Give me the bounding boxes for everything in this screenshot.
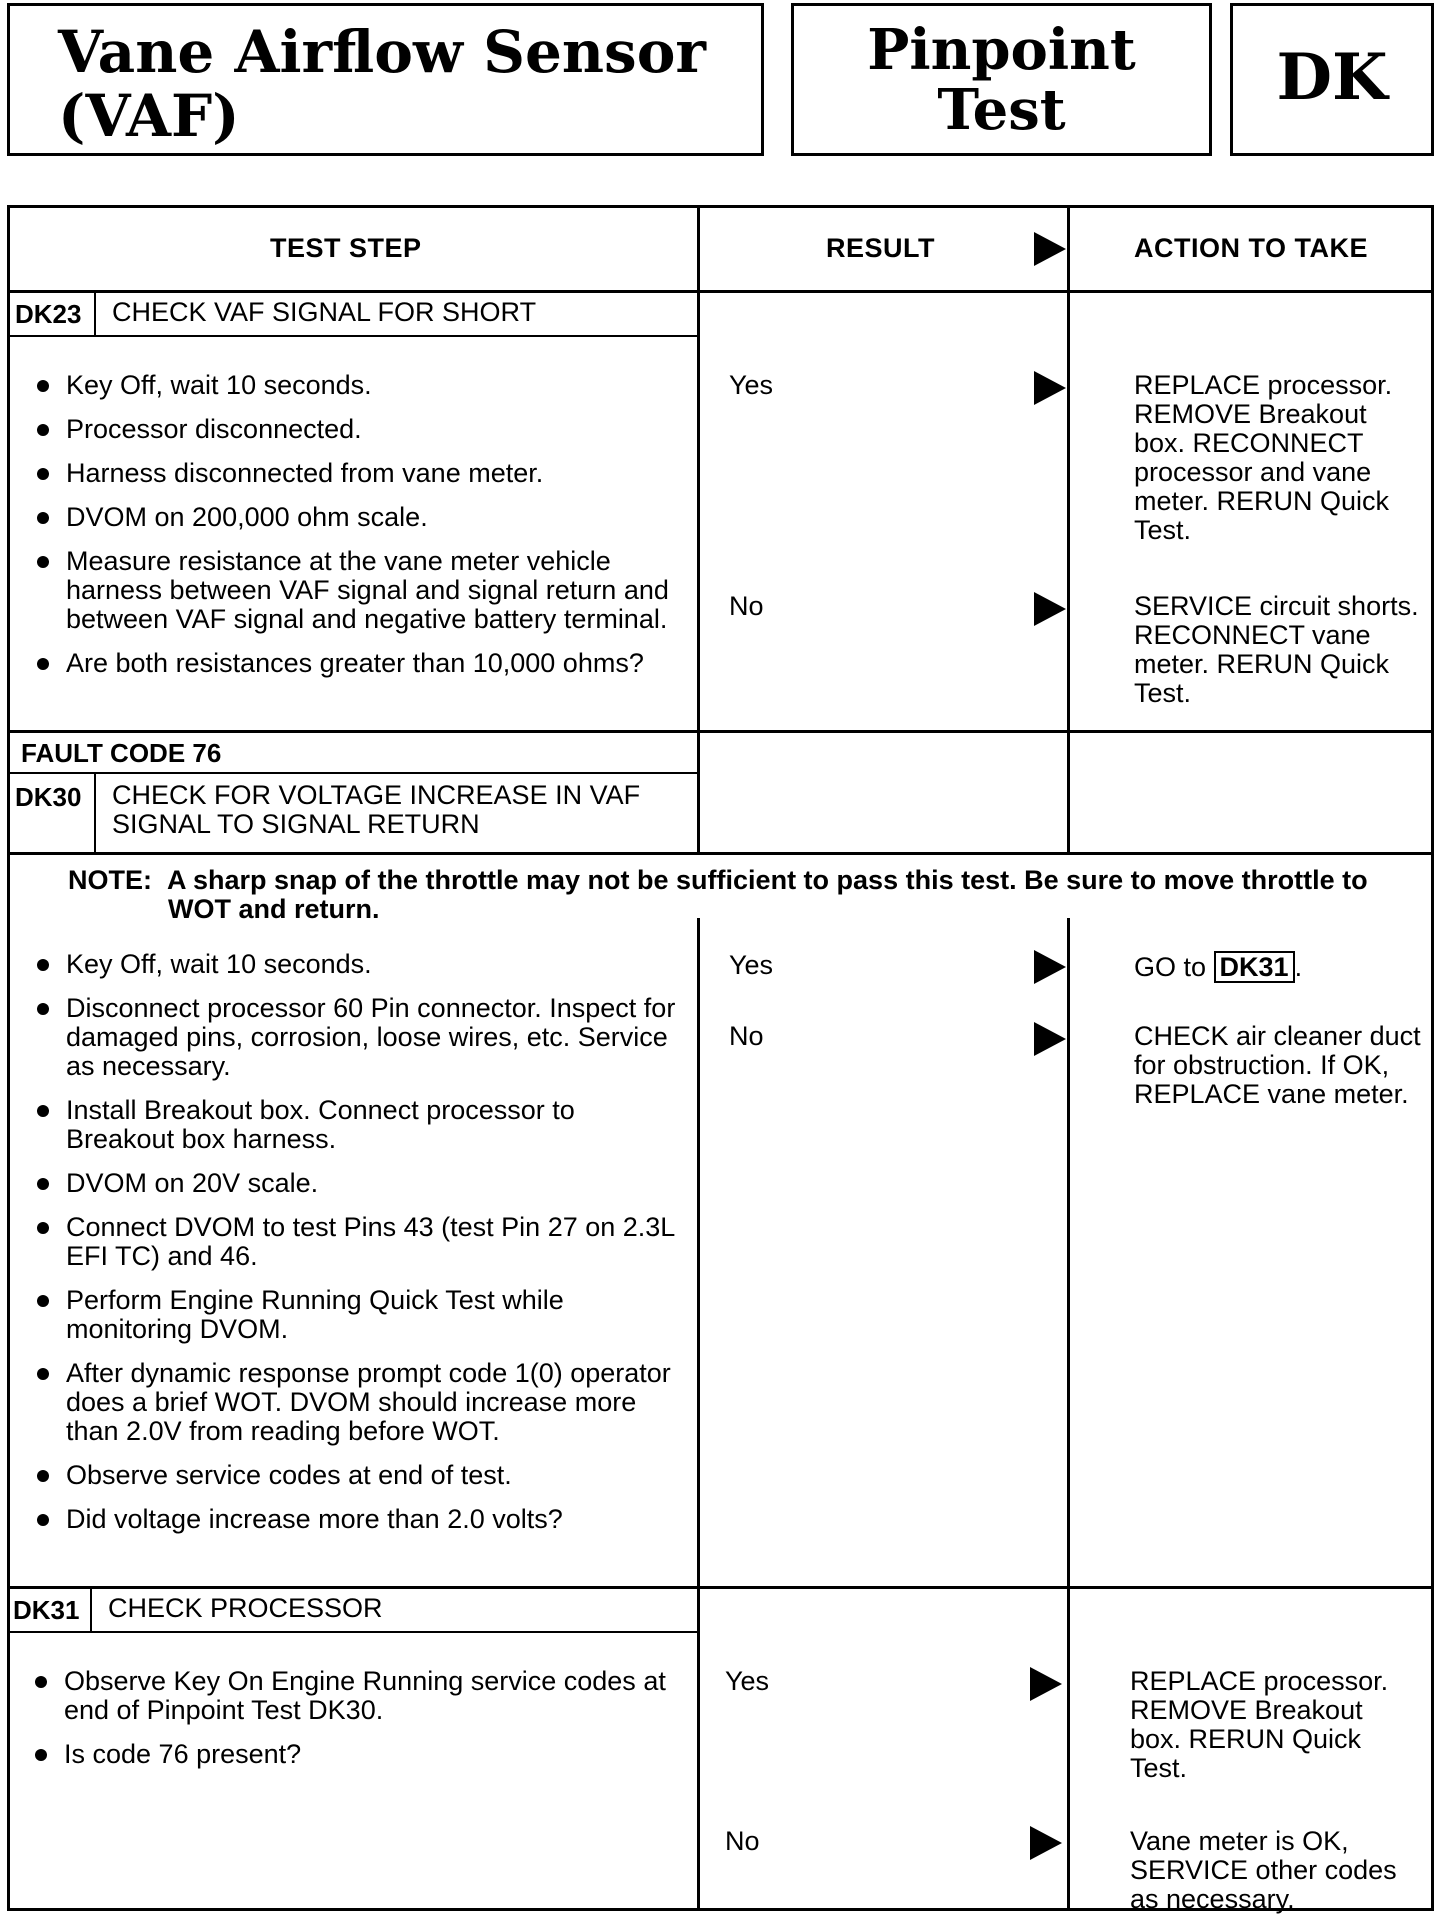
col-divider-1-lower [697,918,700,1911]
dk31-title: CHECK PROCESSOR [108,1593,383,1623]
list-item: Observe service codes at end of test. [30,1461,690,1490]
list-item: Is code 76 present? [28,1740,688,1769]
list-item: Processor disconnected. [30,415,690,444]
dk30-note [68,866,1368,924]
dk31-code: DK31 [13,1595,80,1625]
test-code: DK [1276,40,1388,115]
dk31-reference-link[interactable]: DK31 [1214,951,1295,983]
list-item: Are both resistances greater than 10,000 ohms? [30,649,690,678]
col-divider-2-upper [1067,205,1070,853]
list-item: Connect DVOM to test Pins 43 (test Pin 27 on 2.3L EFI TC) and 46. [30,1213,690,1271]
dk31-action-yes: REPLACE processor. REMOVE Breakout box. RERUN Quick Test. [1130,1666,1389,1783]
dk23-action-no: SERVICE circuit shorts. RECONNECT vane meter. RERUN Quick Test. [1134,591,1419,708]
dk30-result-no: No [729,1021,764,1051]
test-code-box [1230,3,1434,156]
pinpoint-label: Pinpoint Test [867,17,1136,143]
list-item: Harness disconnected from vane meter. [30,459,690,488]
dk30-header-bottom [7,852,1434,855]
list-item: DVOM on 20V scale. [30,1169,690,1198]
pinpoint-box [791,3,1212,156]
list-item: Observe Key On Engine Running service codes at end of Pinpoint Test DK30. [28,1667,688,1725]
dk30-no-arrow-icon [1034,1022,1066,1056]
list-item: Disconnect processor 60 Pin connector. Inspect for damaged pins, corrosion, loose wires, etc. Service as necessary. [30,994,690,1081]
dk30-code: DK30 [15,782,82,812]
dk23-code-divider [94,290,96,337]
dk23-result-no: No [729,591,764,621]
dk30-action-yes: GO to DK31 . [1134,952,1303,982]
dk31-yes-arrow-icon [1030,1667,1062,1701]
col-header-result: RESULT [826,233,935,263]
dk23-title: CHECK VAF SIGNAL FOR SHORT [112,297,537,327]
dk31-code-divider [90,1586,92,1633]
list-item: Measure resistance at the vane meter vehicle harness between VAF signal and signal return and between VAF signal and negative battery terminal. [30,547,690,634]
col-divider-2-lower [1067,918,1070,1911]
list-item: Perform Engine Running Quick Test while monitoring DVOM. [30,1286,690,1344]
list-item: Did voltage increase more than 2.0 volts? [30,1505,690,1534]
dk31-steps [28,1667,688,1784]
dk31-action-no: Vane meter is OK, SERVICE other codes as necessary. [1130,1826,1397,1914]
title-box [7,3,764,156]
dk31-result-yes: Yes [725,1666,770,1696]
list-item: After dynamic response prompt code 1(0) operator does a brief WOT. DVOM should increase more than 2.0V from reading before WOT. [30,1359,690,1446]
dk23-bottom-divider [7,730,1434,733]
dk31-result-no: No [725,1826,760,1856]
col-header-test-step: TEST STEP [270,233,422,263]
list-item: Key Off, wait 10 seconds. [30,371,690,400]
dk30-yes-arrow-icon [1034,950,1066,984]
page-title: Vane Airflow Sensor (VAF) [58,18,706,150]
dk30-code-divider [94,772,96,854]
col-header-action: ACTION TO TAKE [1134,233,1368,263]
dk31-no-arrow-icon [1030,1826,1062,1860]
dk30-action-no: CHECK air cleaner duct for obstruction. If OK, REPLACE vane meter. [1134,1021,1421,1109]
dk30-result-yes: Yes [729,950,774,980]
fault-code-label: FAULT CODE 76 [21,738,222,768]
dk30-steps [30,950,690,1549]
list-item: Install Breakout box. Connect processor to Breakout box harness. [30,1096,690,1154]
note-label: NOTE: [68,865,152,895]
dk23-result-yes: Yes [729,370,774,400]
dk23-action-yes: REPLACE processor. REMOVE Breakout box. RECONNECT processor and vane meter. RERUN Quick Test. [1134,370,1393,545]
dk23-steps [30,371,690,693]
header-arrow-icon [1034,232,1066,266]
dk30-title: CHECK FOR VOLTAGE INCREASE IN VAF SIGNAL TO SIGNAL RETURN [112,780,641,839]
dk23-code: DK23 [15,299,82,329]
list-item: DVOM on 200,000 ohm scale. [30,503,690,532]
note-text: A sharp snap of the throttle may not be sufficient to pass this test. Be sure to move throttle to WOT and return. [167,865,1368,924]
list-item: Key Off, wait 10 seconds. [30,950,690,979]
dk23-no-arrow-icon [1034,592,1066,626]
dk23-yes-arrow-icon [1034,371,1066,405]
